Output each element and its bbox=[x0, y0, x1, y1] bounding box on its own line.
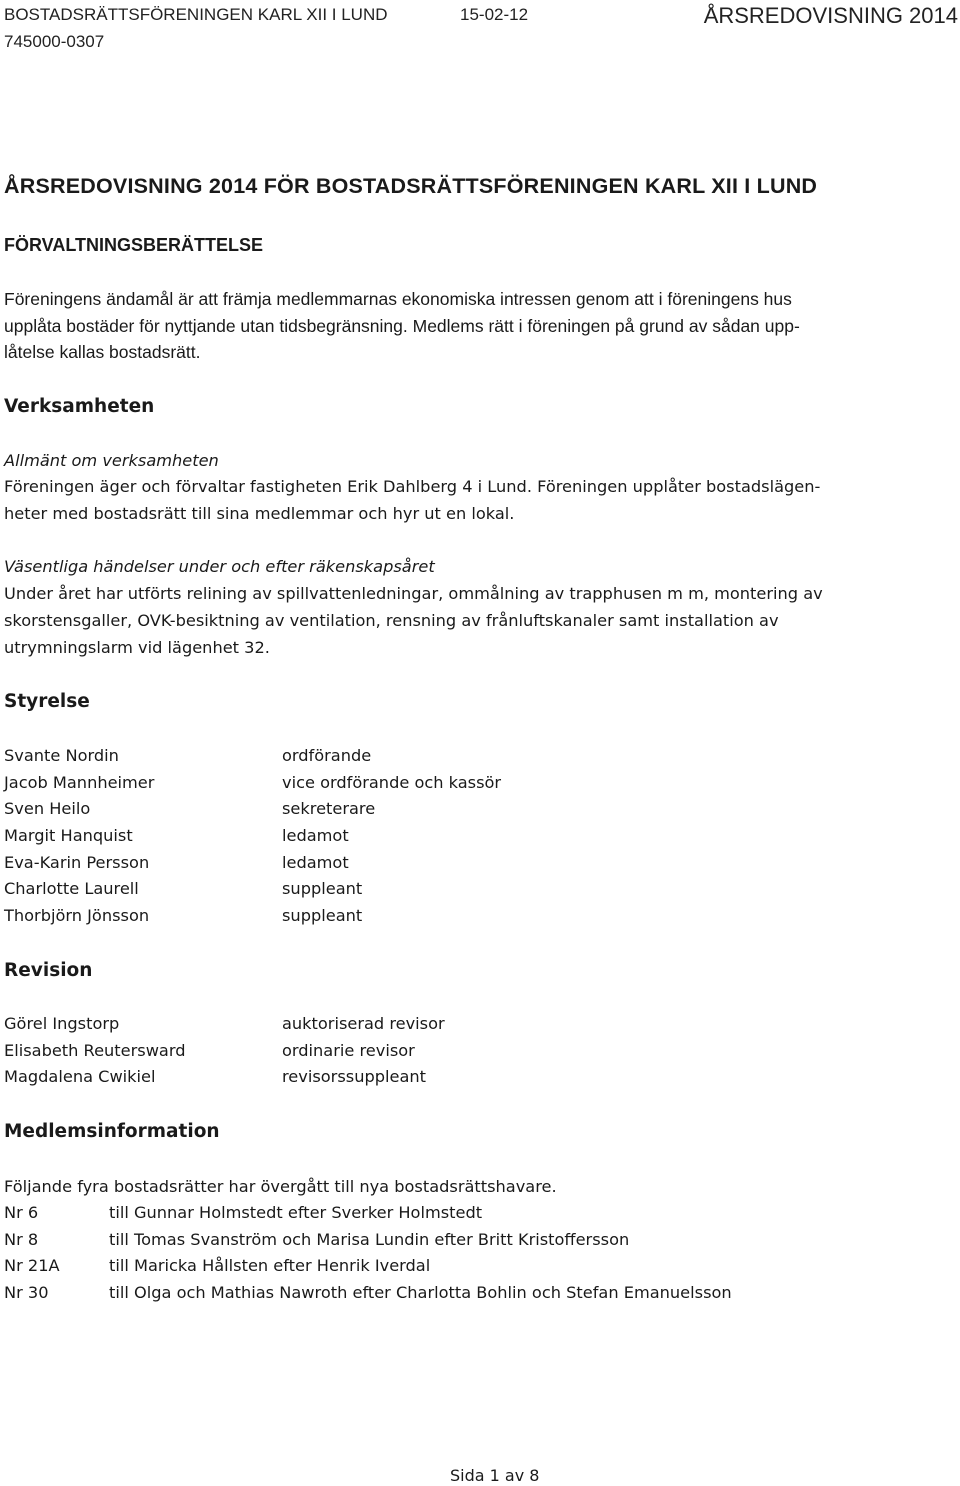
transfer-row bbox=[4, 1200, 904, 1227]
page-number: Sida 1 av 8 bbox=[450, 1466, 540, 1485]
transfer-row bbox=[4, 1280, 904, 1307]
transfer-row bbox=[4, 1253, 904, 1280]
auditor-name: Elisabeth Reutersward bbox=[4, 1040, 186, 1060]
auditor-role: revisorssuppleant bbox=[282, 1067, 426, 1087]
transfer-description: till Maricka Hållsten efter Henrik Iverdal bbox=[109, 1256, 431, 1276]
general-paragraph bbox=[4, 474, 820, 528]
section-heading-styrelse: Styrelse bbox=[4, 691, 90, 712]
intro-line: låtelse kallas bostadsrätt. bbox=[4, 342, 201, 362]
intro-line: Föreningens ändamål är att främja medlemmarnas ekonomiska intressen genom att i föreningens hus bbox=[4, 289, 792, 309]
general-line: Föreningen äger och förvaltar fastigheten Erik Dahlberg 4 i Lund. Föreningen upplåter bostadslägen- bbox=[4, 477, 821, 496]
transfer-row bbox=[4, 1227, 904, 1254]
subheading-events: Väsentliga händelser under och efter räkenskapsåret bbox=[4, 557, 435, 576]
board-member-role: suppleant bbox=[282, 906, 363, 926]
board-names bbox=[4, 743, 154, 930]
board-member-role: ledamot bbox=[282, 826, 349, 846]
apartment-number: Nr 6 bbox=[4, 1203, 39, 1222]
board-member-role: ledamot bbox=[282, 852, 349, 872]
auditor-role: auktoriserad revisor bbox=[282, 1014, 445, 1033]
document-title: ÅRSREDOVISNING 2014 FÖR BOSTADSRÄTTSFÖRENINGEN KARL XII I LUND bbox=[4, 174, 818, 198]
events-line: skorstensgaller, OVK-besiktning av ventilation, rensning av frånluftskanaler samt installation av bbox=[4, 610, 779, 630]
auditor-roles bbox=[282, 1011, 445, 1091]
auditor-name: Magdalena Cwikiel bbox=[4, 1067, 156, 1087]
auditor-name: Görel Ingstorp bbox=[4, 1014, 120, 1033]
section-heading-verksamheten: Verksamheten bbox=[4, 396, 155, 417]
general-line: heter med bostadsrätt till sina medlemmar och hyr ut en lokal. bbox=[4, 503, 515, 523]
subheading-general: Allmänt om verksamheten bbox=[4, 451, 219, 470]
header-org-name: BOSTADSRÄTTSFÖRENINGEN KARL XII I LUND bbox=[4, 5, 388, 24]
apartment-number: Nr 8 bbox=[4, 1229, 39, 1249]
events-paragraph bbox=[4, 581, 823, 661]
header-report-title: ÅRSREDOVISNING 2014 bbox=[703, 3, 958, 28]
transfer-description: till Gunnar Holmstedt efter Sverker Holmstedt bbox=[109, 1203, 483, 1222]
board-member-name: Charlotte Laurell bbox=[4, 879, 139, 899]
board-member-name: Svante Nordin bbox=[4, 746, 119, 765]
board-member-name: Eva-Karin Persson bbox=[4, 852, 150, 872]
board-roles bbox=[282, 743, 501, 930]
board-member-role: vice ordförande och kassör bbox=[282, 772, 502, 792]
intro-paragraph bbox=[4, 286, 800, 366]
board-member-role: suppleant bbox=[282, 879, 363, 899]
section-heading-revision: Revision bbox=[4, 960, 93, 981]
board-member-name: Jacob Mannheimer bbox=[4, 772, 155, 792]
events-line: utrymningslarm vid lägenhet 32. bbox=[4, 637, 270, 657]
board-member-name: Sven Heilo bbox=[4, 799, 91, 819]
auditor-role: ordinarie revisor bbox=[282, 1040, 415, 1060]
document-subtitle: FÖRVALTNINGSBERÄTTELSE bbox=[4, 235, 264, 255]
intro-line: upplåta bostäder för nyttjande utan tidsbegränsning. Medlems rätt i föreningen på grund av sådan upp- bbox=[4, 315, 800, 336]
transfer-list bbox=[4, 1200, 904, 1307]
events-line: Under året har utförts relining av spillvattenledningar, ommålning av trapphusen m m, montering av bbox=[4, 584, 823, 603]
board-member-role: sekreterare bbox=[282, 799, 376, 819]
apartment-number: Nr 21A bbox=[4, 1256, 60, 1276]
header-org-number: 745000-0307 bbox=[4, 32, 105, 51]
transfers-intro: Följande fyra bostadsrätter har övergått till nya bostadsrättshavare. bbox=[4, 1177, 557, 1196]
board-member-role: ordförande bbox=[282, 746, 372, 765]
board-member-name: Margit Hanquist bbox=[4, 826, 133, 846]
apartment-number: Nr 30 bbox=[4, 1283, 49, 1303]
auditor-names bbox=[4, 1011, 186, 1091]
transfer-description: till Olga och Mathias Nawroth efter Charlotta Bohlin och Stefan Emanuelsson bbox=[109, 1283, 732, 1303]
transfer-description: till Tomas Svanström och Marisa Lundin efter Britt Kristoffersson bbox=[109, 1229, 630, 1249]
board-member-name: Thorbjörn Jönsson bbox=[4, 906, 150, 926]
header-date: 15-02-12 bbox=[460, 5, 529, 24]
section-heading-medlemsinformation: Medlemsinformation bbox=[4, 1121, 220, 1142]
